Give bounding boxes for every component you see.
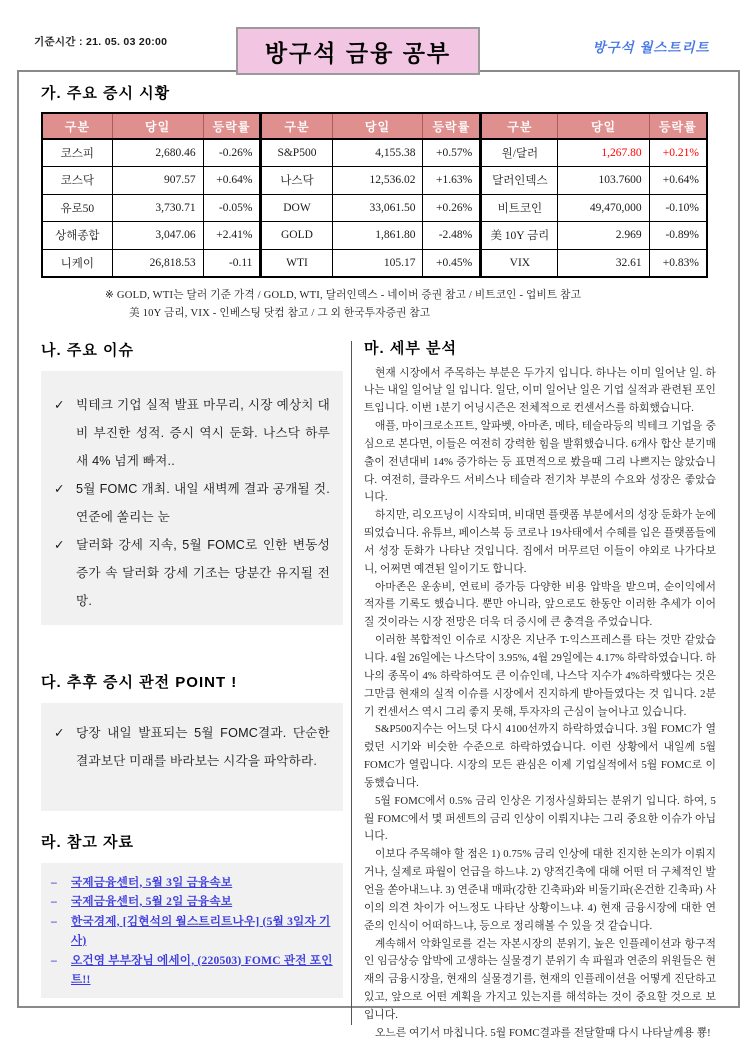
index-value: 103.7600 (558, 167, 649, 195)
index-change: -0.26% (203, 139, 261, 167)
index-change: +0.21% (649, 139, 707, 167)
index-name: 상해종합 (42, 222, 112, 250)
col-header: 구분 (481, 113, 558, 139)
index-value: 4,155.38 (332, 139, 423, 167)
analysis-body (364, 365, 716, 1043)
dash-icon: – (51, 875, 57, 889)
list-item (51, 912, 333, 951)
section-heading-market: 가. 주요 증시 시황 (41, 85, 171, 102)
analysis-paragraph: 하지만, 리오프닝이 시작되며, 비대면 플랫폼 부분에서의 성장 둔화가 눈에 띄었습니다. 유튜브, 페이스북 등 코로나 19사태에서 수혜를 입은 플랫폼들에서 성장 둔화가 나타난 것입니다. 집에서 머무르던 이들이 야외로 나가다보니, 어쩌면 예견된 일이기도 합니다. (364, 509, 716, 575)
index-change: +0.26% (423, 194, 481, 222)
dash-icon: – (51, 914, 57, 928)
index-name: 코스닥 (42, 167, 112, 195)
dash-icon: – (51, 895, 57, 908)
index-value: 49,470,000 (558, 194, 649, 222)
index-change: +0.64% (649, 167, 707, 195)
analysis-paragraph: 애플, 마이크로소프트, 알파벳, 아마존, 메타, 테슬라등의 빅테크 기업을 중심으로 본다면, 이들은 여전히 강력한 힘을 발휘했습니다. 6개사 합산 분기매출이 전년대비 14% 증가하는 등 표면적으로 봤을때 그리 나쁘지는 않았습니다. 여전히, 클라우드 서비스나 테슬라 전기차 부분의 수요와 성장은 좋았습니다. (364, 420, 716, 504)
footnote-line: ※ GOLD, WTI는 달러 기준 가격 / GOLD, WTI, 달러인덱스 - 네이버 증권 참고 / 비트코인 - 업비트 참고 (105, 289, 582, 301)
index-name: 유로50 (42, 194, 112, 222)
col-header: 구분 (42, 113, 112, 139)
index-change: +2.41% (203, 222, 261, 250)
issues-box (41, 371, 343, 625)
analysis-paragraph: 이보다 주목해야 할 점은 1) 0.75% 금리 인상에 대한 진지한 논의가 이뤄지거나, 실제로 파월이 언급을 하느냐. 2) 양적긴축에 대해 어떤 더 구체적인 발언을 쏟아내느냐. 3) 연준내 매파(강한 긴축파)와 비둘기파(온건한 긴축파) 사이의 의견 차이가 어느정도 나타난 상황이느냐. 4) 현재 금융시장에 대한 연준의 인식이 어떠하느냐, 등으로 정리해볼 수 있을 것 같습니다. (364, 848, 716, 932)
index-value: 3,047.06 (112, 222, 203, 250)
right-column (358, 337, 716, 1043)
table-row (42, 249, 707, 277)
section-heading-points: 다. 추후 증시 관전 POINT ! (41, 673, 238, 691)
issue-text: 달러화 강세 지속, 5월 FOMC로 인한 변동성 증가 속 달러화 강세 기조는 당분간 유지될 전망. (76, 537, 330, 608)
col-header: 당일 (332, 113, 423, 139)
document-frame (17, 70, 740, 1039)
analysis-paragraph: S&P500지수는 어느덧 다시 4100선까지 하락하였습니다. 3월 FOMC가 열렸던 시기와 비슷한 수준으로 하락하였습니다. 이런 상황에서 내일께 5월 FOMC가 열립니다. 시장의 모든 관심은 이제 기업실적에서 5월 FOMC로 이동했습니다. (364, 723, 716, 789)
index-name: DOW (261, 194, 332, 222)
index-name: 코스피 (42, 139, 112, 167)
brand-logo: 방구석 월스트리트 (592, 40, 710, 55)
index-change: -0.05% (203, 194, 261, 222)
points-box (41, 703, 343, 811)
index-name: GOLD (261, 222, 332, 250)
index-value: 1,267.80 (558, 139, 649, 167)
list-item (51, 951, 333, 990)
section-heading-analysis: 마. 세부 분석 (364, 339, 457, 357)
index-name: 원/달러 (481, 139, 558, 167)
table-row (42, 194, 707, 222)
timestamp: 기준시간 : 21. 05. 03 20:00 (34, 36, 168, 48)
table-row (42, 139, 707, 167)
index-value: 33,061.50 (332, 194, 423, 222)
index-value: 907.57 (112, 167, 203, 195)
col-header: 구분 (261, 113, 332, 139)
table-footnote (105, 287, 716, 323)
col-header: 등락률 (649, 113, 707, 139)
index-name: 니케이 (42, 249, 112, 277)
reference-link[interactable]: 국제금융센터, 5월 2일 금융속보 (71, 895, 233, 908)
page-title-label: 방구석 금융 공부 (264, 39, 452, 66)
table-row (42, 167, 707, 195)
two-column-area (41, 337, 716, 1043)
point-text: 당장 내일 발표되는 5월 FOMC결과. 단순한 결과보단 미래를 바라보는 시각을 파악하라. (76, 725, 330, 768)
check-icon: ✓ (54, 481, 65, 496)
analysis-paragraph: 현재 시장에서 주목하는 부분은 두가지 입니다. 하나는 이미 일어난 일. 하나는 내일 일어날 일 입니다. 일단, 이미 일어난 일은 기업 실적과 관련된 포인트입니다. 이번 1분기 어닝시즌은 전체적으로 컨센서스를 하회했습니다. (364, 366, 716, 415)
analysis-paragraph: 아마존은 운송비, 연료비 증가등 다양한 비용 압박을 받으며, 순이익에서 적자를 기록도 했습니다. 뿐만 아니라, 앞으로도 한동안 이러한 추세가 이어질 것이라는 시장 전망은 더욱 더 증시에 큰 충격을 주었습니다. (364, 580, 716, 629)
reference-link[interactable]: 한국경제, [김현석의 월스트리트나우] (5월 3일자 기사) (71, 914, 331, 947)
list-item (51, 873, 333, 893)
index-change: -2.48% (423, 222, 481, 250)
list-item (54, 475, 330, 531)
page-title (236, 27, 480, 75)
index-name: WTI (261, 249, 332, 277)
reference-link[interactable]: 국제금융센터, 5월 3일 금융속보 (71, 875, 233, 889)
index-value: 12,536.02 (332, 167, 423, 195)
index-value: 3,730.71 (112, 194, 203, 222)
index-change: +1.63% (423, 167, 481, 195)
analysis-paragraph: 계속해서 악화일로를 걷는 자본시장의 분위기, 높은 인플레이션과 항구적인 임금상승 압박에 고생하는 실물경기 분위기 속 파월과 연준의 위원들은 현재의 금융시장을, 현재의 실물경기를, 현재의 인플레이션을 어떻게 진단하고 있고, 앞으로 어떤 계획을 가지고 있는지를 해석하는 것이 중요할 것으로 보입니다. (364, 937, 716, 1021)
index-value: 26,818.53 (112, 249, 203, 277)
index-change: +0.83% (649, 249, 707, 277)
index-change: +0.57% (423, 139, 481, 167)
index-name: 달러인덱스 (481, 167, 558, 195)
index-name: VIX (481, 249, 558, 277)
left-column (41, 337, 343, 1043)
col-header: 당일 (558, 113, 649, 139)
dash-icon: – (51, 953, 57, 967)
list-item (51, 892, 333, 912)
list-item (54, 719, 330, 775)
footnote-line: 美 10Y 금리, VIX - 인베스팅 닷컴 참고 / 그 외 한국투자증권 참고 (129, 307, 431, 319)
index-name: 美 10Y 금리 (481, 222, 558, 250)
issue-text: 빅테크 기업 실적 발표 마무리, 시장 예상치 대비 부진한 성적. 증시 역시 둔화. 나스닥 하루새 4% 넘게 빠져.. (76, 397, 330, 468)
index-change: +0.45% (423, 249, 481, 277)
check-icon: ✓ (54, 537, 65, 552)
index-value: 2,680.46 (112, 139, 203, 167)
market-table (41, 112, 708, 278)
index-change: +0.64% (203, 167, 261, 195)
index-name: 비트코인 (481, 194, 558, 222)
col-header: 등락률 (203, 113, 261, 139)
list-item (54, 531, 330, 615)
index-name: S&P500 (261, 139, 332, 167)
issue-text: 5월 FOMC 개최. 내일 새벽께 결과 공개될 것. 연준에 쏠리는 눈 (76, 481, 330, 524)
index-name: 나스닥 (261, 167, 332, 195)
section-heading-issues: 나. 주요 이슈 (41, 341, 134, 359)
index-change: -0.10% (649, 194, 707, 222)
column-divider (351, 341, 352, 1025)
col-header: 당일 (112, 113, 203, 139)
section-heading-references: 라. 참고 자료 (41, 833, 134, 851)
table-row (42, 222, 707, 250)
index-value: 2.969 (558, 222, 649, 250)
index-value: 105.17 (332, 249, 423, 277)
index-change: -0.89% (649, 222, 707, 250)
check-icon: ✓ (54, 725, 65, 740)
index-value: 32.61 (558, 249, 649, 277)
col-header: 등락률 (423, 113, 481, 139)
references-box (41, 863, 343, 998)
analysis-paragraph: 5월 FOMC에서 0.5% 금리 인상은 기정사실화되는 분위기 입니다. 하여, 5월 FOMC에서 몇 퍼센트의 금리 인상이 이뤄지냐는 그리 중요한 이슈가 아닙니다. (364, 794, 716, 843)
index-change: -0.11 (203, 249, 261, 277)
reference-link[interactable]: 오건영 부부장님 에세이, (220503) FOMC 관전 포인트!! (71, 953, 333, 986)
check-icon: ✓ (54, 397, 65, 412)
analysis-paragraph: 오느른 여기서 마칩니다. 5월 FOMC결과를 전달할때 다시 나타날께용 뿅! (375, 1026, 711, 1039)
list-item (54, 391, 330, 475)
analysis-paragraph: 이러한 복합적인 이슈로 시장은 지난주 T-익스프레스를 타는 것만 같았습니다. 4월 26일에는 나스닥이 3.95%, 4월 29일에는 4.17% 하락하였습니다. 하나의 종목이 4% 하락하여도 큰 이슈인데, 나스닥 지수가 4%하락했다는 것은 그만큼 현재의 실적 이슈를 시장에서 진지하게 받아들였다는 것 입니다. 2분기 컨센서스 역시 그리 좋지 못해, 투자자의 근심이 늘어나고 있습니다. (364, 634, 716, 718)
index-value: 1,861.80 (332, 222, 423, 250)
table-header-row (42, 113, 707, 139)
